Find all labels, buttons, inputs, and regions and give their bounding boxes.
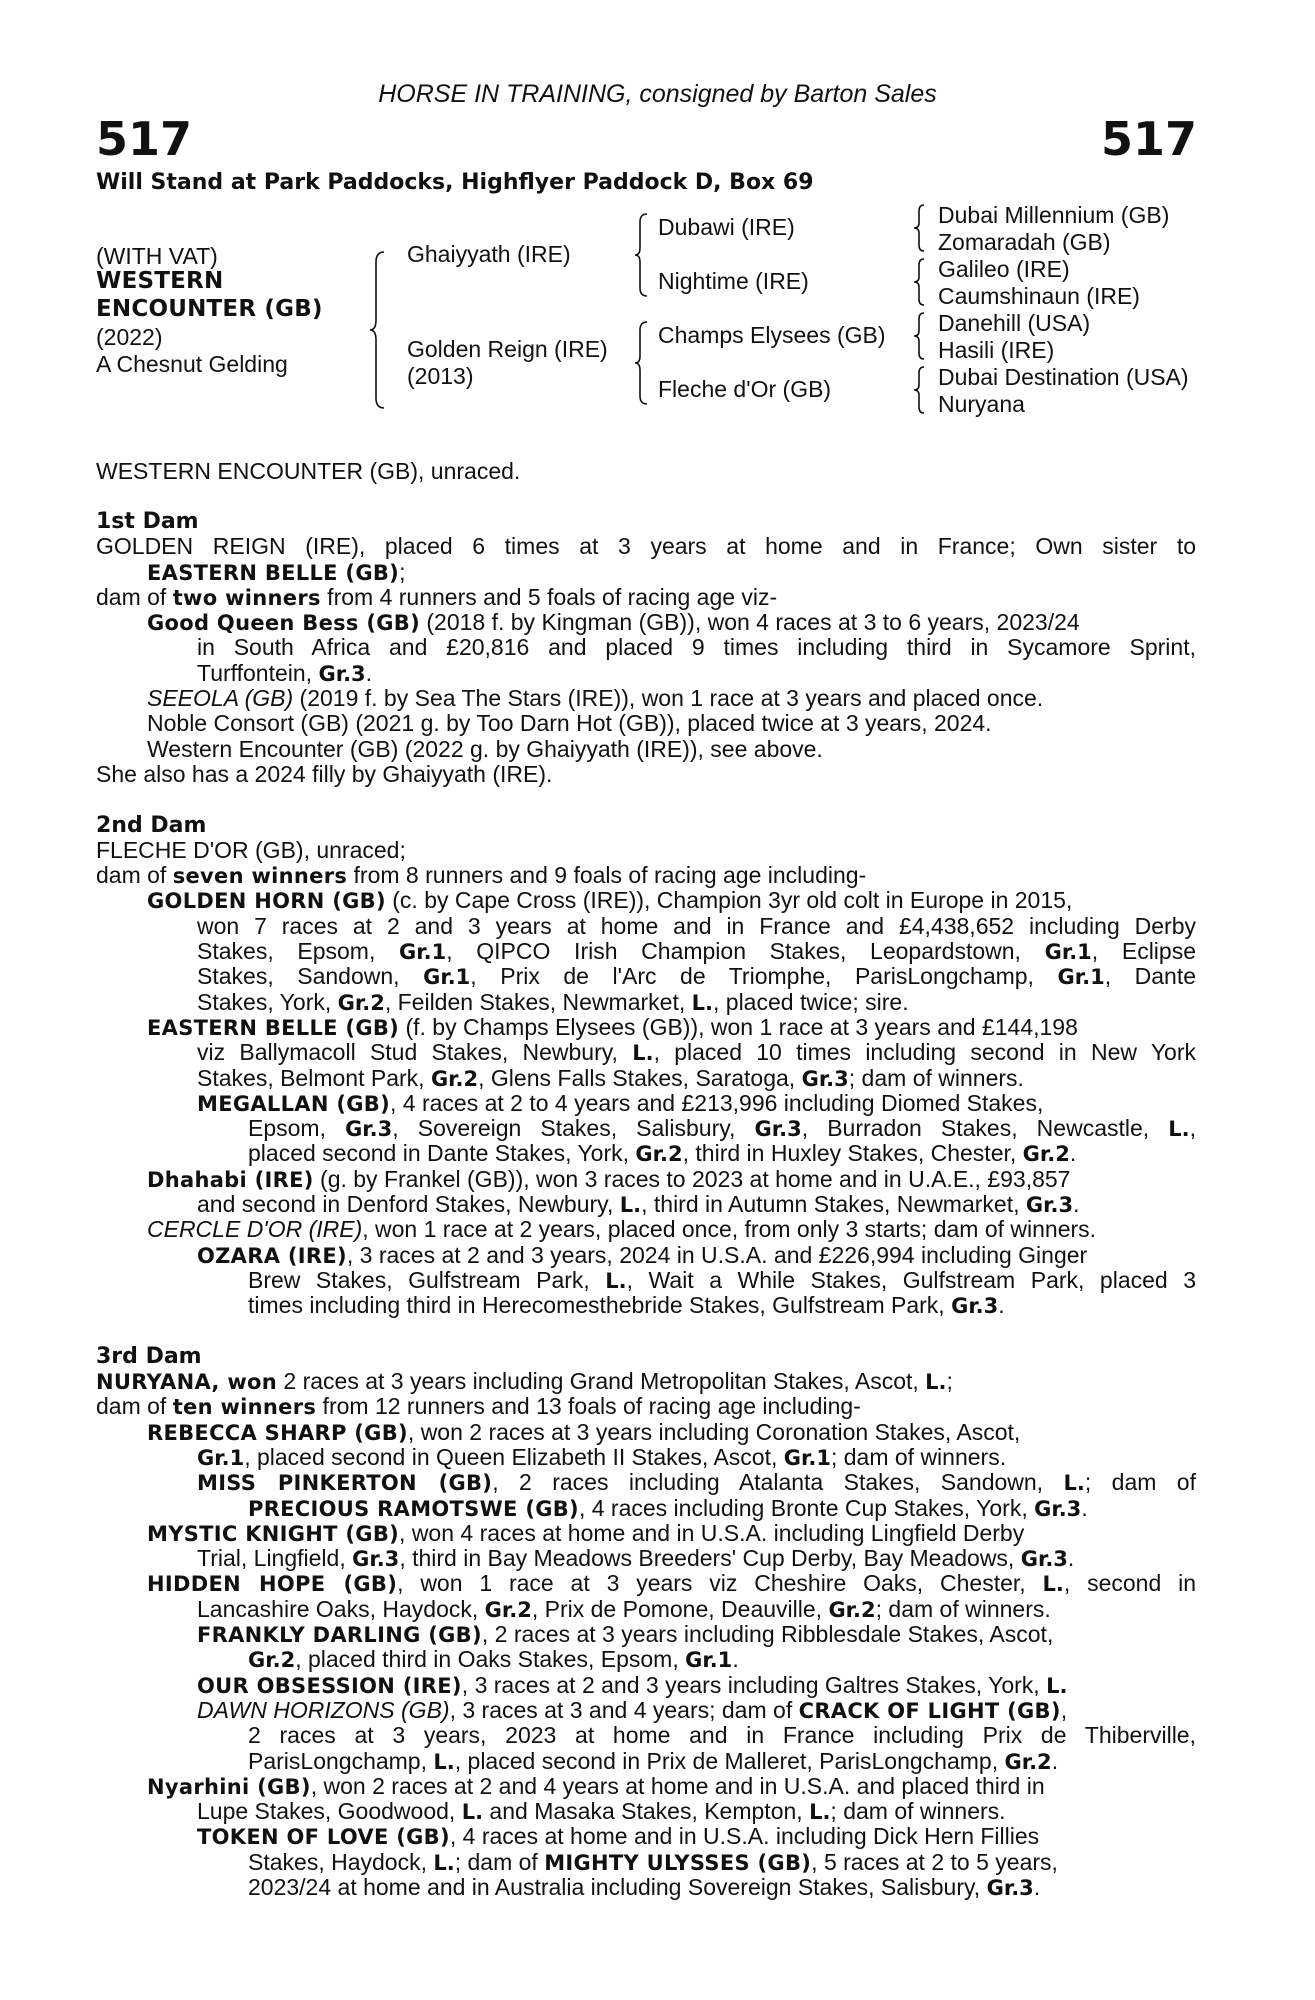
produce-entry-cont: Stakes, York, Gr.2, Feilden Stakes, Newmarket, L., placed twice; sire. xyxy=(197,988,909,1015)
brace-ggp-1 xyxy=(914,203,930,253)
horse-name: OZARA (IRE) xyxy=(197,1243,347,1268)
sire-sire: Dubawi (IRE) xyxy=(658,214,795,240)
horse-name: EASTERN BELLE (GB) xyxy=(147,1015,400,1040)
sire: Ghaiyyath (IRE) xyxy=(407,241,571,267)
horse-name: TOKEN OF LOVE (GB) xyxy=(197,1825,450,1850)
produce-entry-cont: Gr.1, placed second in Queen Elizabeth II Stakes, Ascot, Gr.1; dam of winners. xyxy=(197,1443,1007,1470)
produce-entry: HIDDEN HOPE (GB), won 1 race at 3 years viz Cheshire Oaks, Chester, L., second in xyxy=(147,1570,1196,1597)
ggp-8: Nuryana xyxy=(938,391,1025,417)
third-dam-heading: 3rd Dam xyxy=(96,1343,202,1369)
produce-entry-cont: placed second in Dante Stakes, York, Gr.2, third in Huxley Stakes, Chester, Gr.2. xyxy=(248,1140,1077,1167)
horse-name: Good Queen Bess (GB) xyxy=(147,611,420,636)
horse-name: OUR OBSESSION (IRE) xyxy=(197,1673,462,1698)
second-dam-line: FLECHE D'OR (GB), unraced; xyxy=(96,836,406,863)
produce-entry: GOLDEN HORN (GB) (c. by Cape Cross (IRE)), Champion 3yr old colt in Europe in 2015, xyxy=(147,887,1073,914)
ggp-4: Caumshinaun (IRE) xyxy=(938,283,1140,309)
ggp-5: Danehill (USA) xyxy=(938,310,1091,336)
brace-ggp-3 xyxy=(914,311,930,361)
produce-entry: Western Encounter (GB) (2022 g. by Ghaiyyath (IRE)), see above. xyxy=(147,735,823,762)
ggp-3: Galileo (IRE) xyxy=(938,256,1070,282)
lot-number-left: 517 xyxy=(96,112,193,166)
horse-name: CRACK OF LIGHT (GB) xyxy=(798,1698,1061,1723)
first-dam-produce-summary: dam of two winners from 4 runners and 5 foals of racing age viz- xyxy=(96,583,778,610)
horse-description: A Chesnut Gelding xyxy=(96,351,288,377)
produce-entry: Dhahabi (IRE) (g. by Frankel (GB)), won 3 races to 2023 at home and in U.A.E., £93,857 xyxy=(147,1165,1071,1192)
produce-entry-cont: Stakes, Sandown, Gr.1, Prix de l'Arc de Triomphe, ParisLongchamp, Gr.1, Dante xyxy=(197,963,1197,990)
produce-entry-cont: and second in Denford Stakes, Newbury, L., third in Autumn Stakes, Newmarket, Gr.3. xyxy=(197,1191,1080,1218)
produce-entry: DAWN HORIZONS (GB), 3 races at 3 and 4 years; dam of CRACK OF LIGHT (GB), xyxy=(197,1696,1068,1723)
produce-entry: EASTERN BELLE (GB) (f. by Champs Elysees (GB)), won 1 race at 3 years and £144,198 xyxy=(147,1013,1078,1040)
horse-name: MISS PINKERTON (GB) xyxy=(197,1471,493,1496)
produce-entry-cont: 2 races at 3 years, 2023 at home and in France including Prix de Thiberville, xyxy=(248,1722,1196,1749)
produce-entry: FRANKLY DARLING (GB), 2 races at 3 years including Ribblesdale Stakes, Ascot, xyxy=(197,1621,1054,1648)
first-dam-line: GOLDEN REIGN (IRE), placed 6 times at 3 years at home and in France; Own sister to xyxy=(96,533,1196,560)
produce-entry: Nyarhini (GB), won 2 races at 2 and 4 years at home and in U.S.A. and placed third in xyxy=(147,1772,1045,1799)
produce-entry-cont: Trial, Lingfield, Gr.3, third in Bay Meadows Breeders' Cup Derby, Bay Meadows, Gr.3. xyxy=(197,1545,1075,1572)
produce-entry: MEGALLAN (GB), 4 races at 2 to 4 years and £213,996 including Diomed Stakes, xyxy=(197,1089,1044,1116)
brace-ggp-4 xyxy=(914,365,930,415)
produce-entry-cont: 2023/24 at home and in Australia including Sovereign Stakes, Salisbury, Gr.3. xyxy=(248,1874,1041,1901)
produce-entry-cont: won 7 races at 2 and 3 years at home and in France and £4,438,652 including Derby xyxy=(197,912,1196,939)
produce-entry-cont: Turffontein, Gr.3. xyxy=(197,659,373,686)
horse-name: MEGALLAN (GB) xyxy=(197,1091,390,1116)
horse-name: SEEOLA (GB) xyxy=(147,685,294,712)
second-dam-produce-summary: dam of seven winners from 8 runners and 9 foals of racing age including- xyxy=(96,862,867,889)
produce-entry: OZARA (IRE), 3 races at 2 and 3 years, 2024 in U.S.A. and £226,994 including Ginger xyxy=(197,1241,1088,1268)
produce-entry-cont: Brew Stakes, Gulfstream Park, L., Wait a While Stakes, Gulfstream Park, placed 3 xyxy=(248,1266,1196,1293)
produce-entry: TOKEN OF LOVE (GB), 4 races at home and in U.S.A. including Dick Hern Fillies xyxy=(197,1823,1040,1850)
horse-name: MIGHTY ULYSSES (GB) xyxy=(544,1850,812,1875)
produce-entry-cont: viz Ballymacoll Stud Stakes, Newbury, L., placed 10 times including second in New York xyxy=(197,1039,1196,1066)
ggp-6: Hasili (IRE) xyxy=(938,337,1055,363)
produce-entry-cont: Stakes, Belmont Park, Gr.2, Glens Falls Stakes, Saratoga, Gr.3; dam of winners. xyxy=(197,1064,1024,1091)
horse-name: MYSTIC KNIGHT (GB) xyxy=(147,1521,400,1546)
horse-name: FRANKLY DARLING (GB) xyxy=(197,1623,482,1648)
horse-name: PRECIOUS RAMOTSWE (GB) xyxy=(248,1496,579,1521)
horse-name: Nyarhini (GB) xyxy=(147,1774,311,1799)
horse-name: CERCLE D'OR (IRE) xyxy=(147,1216,363,1243)
horse-name: Dhahabi (IRE) xyxy=(147,1167,314,1192)
stable-location: Will Stand at Park Paddocks, Highflyer Paddock D, Box 69 xyxy=(96,170,814,195)
grade-badge: Gr.3 xyxy=(318,661,366,686)
catalogue-body xyxy=(96,509,1196,1900)
produce-entry: CERCLE D'OR (IRE), won 1 race at 2 years, placed once, from only 3 starts; dam of winners. xyxy=(147,1216,1097,1243)
race-record-intro: WESTERN ENCOUNTER (GB), unraced. xyxy=(96,458,521,484)
produce-entry-cont: in South Africa and £20,816 and placed 9 times including third in Sycamore Sprint, xyxy=(197,634,1196,661)
ggp-1: Dubai Millennium (GB) xyxy=(938,202,1170,228)
produce-entry-cont: Lancashire Oaks, Haydock, Gr.2, Prix de Pomone, Deauville, Gr.2; dam of winners. xyxy=(197,1595,1051,1622)
brace-sire xyxy=(635,212,653,298)
vat-note: (WITH VAT) xyxy=(96,243,218,269)
dam-dam: Fleche d'Or (GB) xyxy=(658,376,832,402)
dam-sire: Champs Elysees (GB) xyxy=(658,322,886,348)
produce-entry-cont: times including third in Herecomesthebride Stakes, Gulfstream Park, Gr.3. xyxy=(248,1292,1005,1319)
second-dam-heading: 2nd Dam xyxy=(96,812,207,838)
horse-name: REBECCA SHARP (GB) xyxy=(147,1420,408,1445)
lot-number-right: 517 xyxy=(1100,112,1197,166)
produce-entry-cont: Epsom, Gr.3, Sovereign Stakes, Salisbury, Gr.3, Burradon Stakes, Newcastle, L., xyxy=(248,1115,1196,1142)
ggp-2: Zomaradah (GB) xyxy=(938,229,1111,255)
produce-entry-cont: Gr.2, placed third in Oaks Stakes, Epsom, Gr.1. xyxy=(248,1646,739,1673)
brace-ggp-2 xyxy=(914,257,930,307)
produce-entry: MISS PINKERTON (GB), 2 races including Atalanta Stakes, Sandown, L.; dam of xyxy=(197,1469,1196,1496)
produce-entry-cont: Lupe Stakes, Goodwood, L. and Masaka Stakes, Kempton, L.; dam of winners. xyxy=(197,1798,1006,1825)
horse-name: NURYANA xyxy=(96,1370,212,1395)
brace-dam xyxy=(635,320,653,406)
horse-name: DAWN HORIZONS (GB) xyxy=(197,1696,450,1723)
dam-year: (2013) xyxy=(407,363,474,389)
first-dam-heading: 1st Dam xyxy=(96,509,199,534)
produce-entry: Good Queen Bess (GB) (2018 f. by Kingman (GB)), won 4 races at 3 to 6 years, 2023/24 xyxy=(147,609,1080,636)
horse-name: HIDDEN HOPE (GB) xyxy=(147,1572,398,1597)
sire-dam: Nightime (IRE) xyxy=(658,268,809,294)
foaled-year: (2022) xyxy=(96,324,163,350)
page-header-title: HORSE IN TRAINING, consigned by Barton Sales xyxy=(378,80,937,108)
produce-entry: Noble Consort (GB) (2021 g. by Too Darn Hot (GB)), placed twice at 3 years, 2024. xyxy=(147,710,992,737)
produce-entry: REBECCA SHARP (GB), won 2 races at 3 years including Coronation Stakes, Ascot, xyxy=(147,1418,1021,1445)
produce-entry: MYSTIC KNIGHT (GB), won 4 races at home and in U.S.A. including Lingfield Derby xyxy=(147,1519,1025,1546)
produce-entry-cont: ParisLongchamp, L., placed second in Prix de Malleret, ParisLongchamp, Gr.2. xyxy=(248,1747,1059,1774)
first-dam-footer: She also has a 2024 filly by Ghaiyyath (IRE). xyxy=(96,760,553,787)
produce-entry-cont: Stakes, Epsom, Gr.1, QIPCO Irish Champion Stakes, Leopardstown, Gr.1, Eclipse xyxy=(197,938,1196,965)
brace-parents xyxy=(370,250,392,410)
third-dam-produce-summary: dam of ten winners from 12 runners and 13 foals of racing age including- xyxy=(96,1393,861,1420)
horse-name: GOLDEN HORN (GB) xyxy=(147,889,386,914)
produce-entry-cont: PRECIOUS RAMOTSWE (GB), 4 races including Bronte Cup Stakes, York, Gr.3. xyxy=(248,1494,1088,1521)
dam: Golden Reign (IRE) xyxy=(407,336,608,362)
horse-name-line1: WESTERN xyxy=(96,268,224,294)
horse-name-line2: ENCOUNTER (GB) xyxy=(96,296,323,322)
third-dam-line: NURYANA, won 2 races at 3 years including Grand Metropolitan Stakes, Ascot, L.; xyxy=(96,1368,953,1395)
produce-entry: SEEOLA (GB) (2019 f. by Sea The Stars (IRE)), won 1 race at 3 years and placed once. xyxy=(147,685,1044,712)
first-dam-sister-line: EASTERN BELLE (GB); xyxy=(147,558,406,585)
horse-name: EASTERN BELLE (GB) xyxy=(147,560,400,585)
ggp-7: Dubai Destination (USA) xyxy=(938,364,1189,390)
produce-entry-cont: Stakes, Haydock, L.; dam of MIGHTY ULYSSES (GB), 5 races at 2 to 5 years, xyxy=(248,1848,1058,1875)
produce-entry: OUR OBSESSION (IRE), 3 races at 2 and 3 years including Galtres Stakes, York, L. xyxy=(197,1671,1068,1698)
